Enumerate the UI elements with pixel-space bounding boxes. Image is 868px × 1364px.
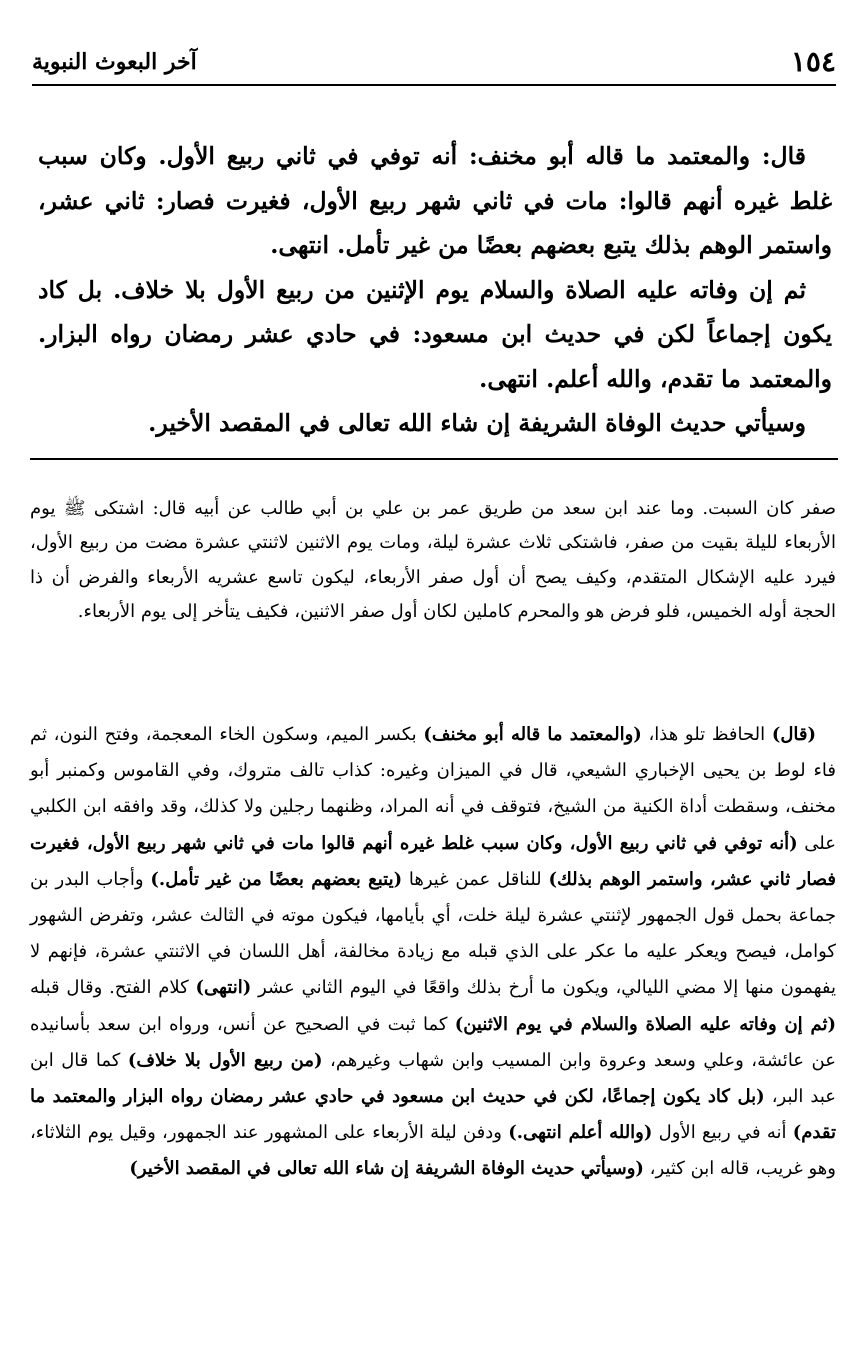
commentary-text: كما قال ابن عبد البر، xyxy=(30,1049,836,1108)
commentary-text: بكسر الميم، وسكون الخاء المعجمة، وفتح النون، ثم فاء لوط بن يحيى الإخباري الشيعي، قال في الميزان وغيره: كذاب تالف متروك، وفي القاموس وكمنبر أبو مخنف، وسقطت أداة الكنية من الشيخ، فتوقف في أنه المراد، وظنهما رجلين ولا كذلك، وقد وافقه ابن الكلبي على xyxy=(30,724,836,854)
main-paragraph: قال: والمعتمد ما قاله أبو مخنف: أنه توفي في ثاني ربيع الأول. وكان سبب غلط غيره أنهم قالوا: مات في ثاني شهر ربيع الأول، فغيرت فصار: ثاني عشر، واستمر الوهم بذلك يتبع بعضهم بعضًا من غير تأمل. انتهى. xyxy=(38,142,832,259)
commentary-text: كلام الفتح. وقال قبله xyxy=(30,977,196,999)
footnote xyxy=(30,492,836,629)
commentary-text: كما ثبت في الصحيح عن أنس، ورواه ابن سعد بأسانيده عن عائشة، وعلي وسعد وعروة وابن المسيب وابن شهاب وغيرهم، xyxy=(30,1013,836,1071)
commentary-quote: (ثم إن وفاته عليه الصلاة والسلام في يوم الاثنين) xyxy=(454,1013,836,1035)
commentary-text: أنه في ربيع الأول xyxy=(652,1122,793,1144)
commentary-quote: (انتهى) xyxy=(195,977,252,999)
running-title: آخر البعوث النبوية xyxy=(32,49,197,75)
main-paragraph: ثم إن وفاته عليه الصلاة والسلام يوم الإثنين من ربيع الأول بلا خلاف. بل كاد يكون إجماعاً لكن في حديث ابن مسعود: في حادي عشر رمضان رواه البزار. والمعتمد ما تقدم، والله أعلم. انتهى. xyxy=(38,275,832,393)
commentary-quote: (والله أعلم انتهى.) xyxy=(508,1122,653,1144)
commentary-quote: (أنه توفي في ثاني ربيع الأول، وكان سبب غلط غيره أنهم قالوا مات في ثاني شهر ربيع الأول، فغيرت فصار ثاني عشر، واستمر الوهم بذلك) xyxy=(30,832,837,890)
footnote-text: صفر كان السبت. وما عند ابن سعد من طريق عمر بن علي بن أبي طالب عن أبيه قال: اشتكى ﷺ يوم الأربعاء لليلة بقيت من صفر، فاشتكى ثلاث عشرة ليلة، ومات يوم الاثنين لاثنتي عشرة مضت من ربيع الأول، فيرد عليه الإشكال المتقدم، وكيف يصح أن أول صفر الأربعاء، ليكون تاسع عشريه الأربعاء والفرض أن ذا الحجة أوله الخميس، فلو فرض هو والمحرم كاملين لكان أول صفر الاثنين، فكيف يتأخر إلى يوم الأربعاء. xyxy=(30,498,836,622)
commentary-text: وأجاب البدر بن جماعة بحمل قول الجمهور لإثنتي عشرة ليلة خلت، أي بأيامها، فيكون موته في الثالث عشر، وتفرض الشهور كوامل، فيصح ويعكر عليه ما عكر على الذي قبله مع زيادة مخالفة، أهل اللسان في الاثنتي عشرة، فإنهم لا يفهمون منها إلا مضي الليالي، ويكون ما أرخ بذلك واقعًا في اليوم الثاني عشر xyxy=(30,868,836,999)
commentary-quote: (قال) xyxy=(771,724,817,745)
commentary-quote: (بل كاد يكون إجماعًا، لكن في حديث ابن مسعود في حادي عشر رمضان رواه البزار والمعتمد ما تقدم) xyxy=(30,1086,836,1144)
commentary-quote: (والمعتمد ما قاله أبو مخنف) xyxy=(423,724,642,745)
commentary xyxy=(30,717,836,1188)
main-paragraph: وسيأتي حديث الوفاة الشريفة إن شاء الله تعالى في المقصد الأخير. xyxy=(148,409,806,437)
commentary-paragraph xyxy=(30,717,836,1188)
commentary-text: للناقل عمن غيرها xyxy=(402,868,549,890)
commentary-quote: (من ربيع الأول بلا خلاف) xyxy=(127,1049,323,1071)
commentary-text: الحافظ تلو هذا، xyxy=(641,724,772,745)
commentary-quote: (يتبع بعضهم بعضًا من غير تأمل.) xyxy=(150,868,403,890)
commentary-text: ودفن ليلة الأربعاء على المشهور عند الجمهور، وقيل يوم الثلاثاء، وهو غريب، قاله ابن كثير، xyxy=(30,1122,836,1180)
page-header xyxy=(32,40,836,86)
section-separator xyxy=(30,458,838,460)
commentary-quote: (وسيأتي حديث الوفاة الشريفة إن شاء الله تعالى في المقصد الأخير) xyxy=(129,1158,644,1180)
main-text xyxy=(38,134,832,446)
page-number: ١٥٤ xyxy=(790,45,836,78)
